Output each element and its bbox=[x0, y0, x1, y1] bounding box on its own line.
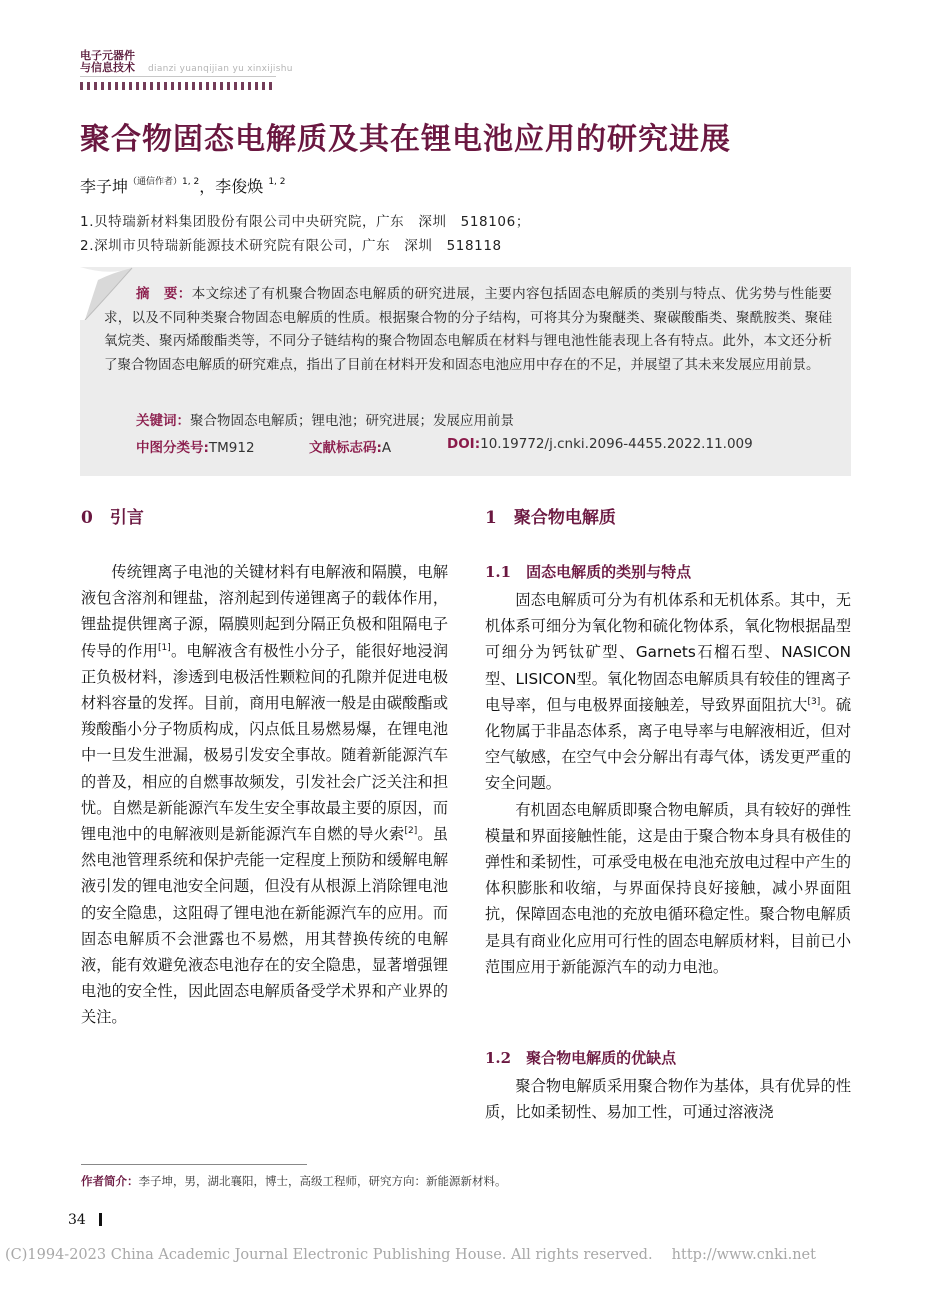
author-line bbox=[80, 174, 286, 197]
article-title: 聚合物固态电解质及其在锂电池应用的研究进展 bbox=[80, 122, 731, 157]
clc-value: TM912 bbox=[208, 440, 255, 456]
footnote-rule bbox=[81, 1164, 307, 1165]
journal-name-line2: 与信息技术 bbox=[80, 61, 135, 74]
affiliation-2: 2.深圳市贝特瑞新能源技术研究院有限公司，广东 深圳 518118 bbox=[80, 238, 502, 254]
paragraph-text: 。电解液含有极性小分子，能很好地浸润正负极材料，渗透到电极活性颗粒间的孔隙并促进电极材料容量的发挥。目前，商用电解液一般是由碳酸酯或羧酸酯小分子物质构成，闪点低且易燃易爆，在锂电池中一旦发生泄漏，极易引发安全事故。随着新能源汽车的普及，相应的自燃事故频发，引发社会广泛关注和担忧。自燃是新能源汽车发生安全事故最主要的原因，而锂电池中的电解液则是新能源汽车自燃的导火索 bbox=[81, 641, 449, 844]
page-number: 34 bbox=[68, 1212, 86, 1228]
clc-number bbox=[136, 436, 255, 456]
paragraph-text: 。虽然电池管理系统和保护壳能一定程度上预防和缓解电解液引发的锂电池安全问题，但没有从根源上消除锂电池的安全隐患，这阻碍了锂电池在新能源汽车的应用。而固态电解质不会泄露也不易燃，用其替换传统的电解液，能有效避免液态电池存在的安全隐患，显著增强锂电池的安全性，因此固态电解质备受学术界和产业界的关注。 bbox=[81, 825, 449, 1027]
journal-name-line1: 电子元器件 bbox=[80, 49, 135, 62]
journal-pinyin: dianzi yuanqijian yu xinxijishu bbox=[148, 64, 293, 74]
author-note: 1, 2 bbox=[268, 177, 286, 187]
paragraph bbox=[485, 587, 851, 797]
doi[interactable] bbox=[447, 436, 753, 452]
keywords bbox=[136, 409, 514, 429]
journal-logo bbox=[80, 50, 135, 74]
doccode-value: A bbox=[381, 440, 392, 456]
subsection-1-2-heading: 1.2 聚合物电解质的优缺点 bbox=[485, 1049, 677, 1067]
subsection-1-1-body bbox=[485, 587, 851, 980]
keywords-text: 聚合物固态电解质；锂电池；研究进展；发展应用前景 bbox=[190, 413, 514, 429]
paragraph-text: 传统锂离子电池的关键材料有电解液和隔膜，电解液包含溶剂和锂盐，溶剂起到传递锂离子的载体作用，锂盐提供锂离子源，隔膜则起到分隔正负极和阻隔电子传导的作用 bbox=[81, 563, 448, 660]
document-code bbox=[309, 436, 391, 456]
header-rule bbox=[80, 76, 276, 77]
author-bio-label: 作者简介： bbox=[81, 1174, 139, 1188]
affiliation-1: 1.贝特瑞新材料集团股份有限公司中央研究院，广东 深圳 518106； bbox=[80, 214, 530, 230]
paragraph: 有机固态电解质即聚合物电解质，具有较好的弹性模量和界面接触性能，这是由于聚合物本身具有极佳的弹性和柔韧性，可承受电极在电池充放电过程中产生的体积膨胀和收缩，与界面保持良好接触，减小界面阻抗，保障固态电池的充放电循环稳定性。聚合物电解质是具有商业化应用可行性的固态电解质材料，目前已小范围应用于新能源汽车的动力电池。 bbox=[485, 800, 851, 976]
author-bio-text: 李子坤，男，湖北襄阳，博士，高级工程师，研究方向：新能源新材料。 bbox=[138, 1174, 507, 1188]
paragraph bbox=[81, 559, 448, 1031]
section-1-heading: 1 聚合物电解质 bbox=[485, 508, 616, 528]
page-number-bar bbox=[99, 1213, 102, 1226]
copyright-watermark: (C)1994-2023 China Academic Journal Electronic Publishing House. All rights reserved. http://www.cnki.net bbox=[5, 1247, 816, 1263]
citation[interactable]: [2] bbox=[404, 825, 418, 836]
author-note: （通信作者）1, 2 bbox=[128, 177, 200, 187]
abstract-text bbox=[104, 283, 832, 377]
doccode-label: 文献标志码: bbox=[309, 440, 382, 456]
paragraph: 聚合物电解质采用聚合物作为基体，具有优异的性质，比如柔韧性、易加工性，可通过溶液浇 bbox=[485, 1077, 851, 1122]
abstract-body: 本文综述了有机聚合物固态电解质的研究进展，主要内容包括固态电解质的类别与特点、优劣势与性能要求，以及不同种类聚合物固态电解质的性质。根据聚合物的分子结构，可将其分为聚醚类、聚碳酸酯类、聚酰胺类、聚硅氧烷类、聚丙烯酸酯类等，不同分子链结构的聚合物固态电解质在材料与锂电池性能表现上各有特点。此外，本文还分析了聚合物固态电解质的研究难点，指出了目前在材料开发和固态电池应用中存在的不足，并展望了其未来发展应用前景。 bbox=[104, 286, 833, 373]
clc-label: 中图分类号: bbox=[136, 440, 209, 456]
author-name: 李俊焕 bbox=[215, 177, 264, 196]
paragraph-text: 固态电解质可分为有机体系和无机体系。其中，无机体系可细分为氧化物和硫化物体系，氧化物根据晶型可细分为钙钛矿型、Garnets石榴石型、NASICON型、LISICON型。氧化物固态电解质具有较佳的锂离子电导率，但与电极界面接触差，导致界面阻抗大 bbox=[485, 591, 851, 714]
keywords-label: 关键词： bbox=[136, 413, 190, 429]
citation[interactable]: [1] bbox=[158, 642, 171, 653]
citation[interactable]: [3] bbox=[807, 696, 821, 707]
author-separator: ， bbox=[199, 177, 216, 196]
author-bio-footnote bbox=[81, 1173, 507, 1189]
author-name: 李子坤 bbox=[80, 177, 129, 196]
abstract-label: 摘 要： bbox=[136, 286, 192, 302]
header-dot-pattern bbox=[80, 82, 276, 90]
subsection-1-2-body bbox=[485, 1073, 851, 1125]
doi-label: DOI: bbox=[447, 436, 481, 452]
doi-value: 10.19772/j.cnki.2096-4455.2022.11.009 bbox=[480, 436, 753, 452]
section-0-heading: 0 引言 bbox=[81, 508, 144, 528]
section-0-body bbox=[81, 559, 448, 1031]
subsection-1-1-heading: 1.1 固态电解质的类别与特点 bbox=[485, 563, 692, 581]
paragraph-text: 。硫化物属于非晶态体系，离子电导率与电解液相近，但对空气敏感，在空气中会分解出有毒气体，诱发更严重的安全问题。 bbox=[485, 695, 852, 793]
